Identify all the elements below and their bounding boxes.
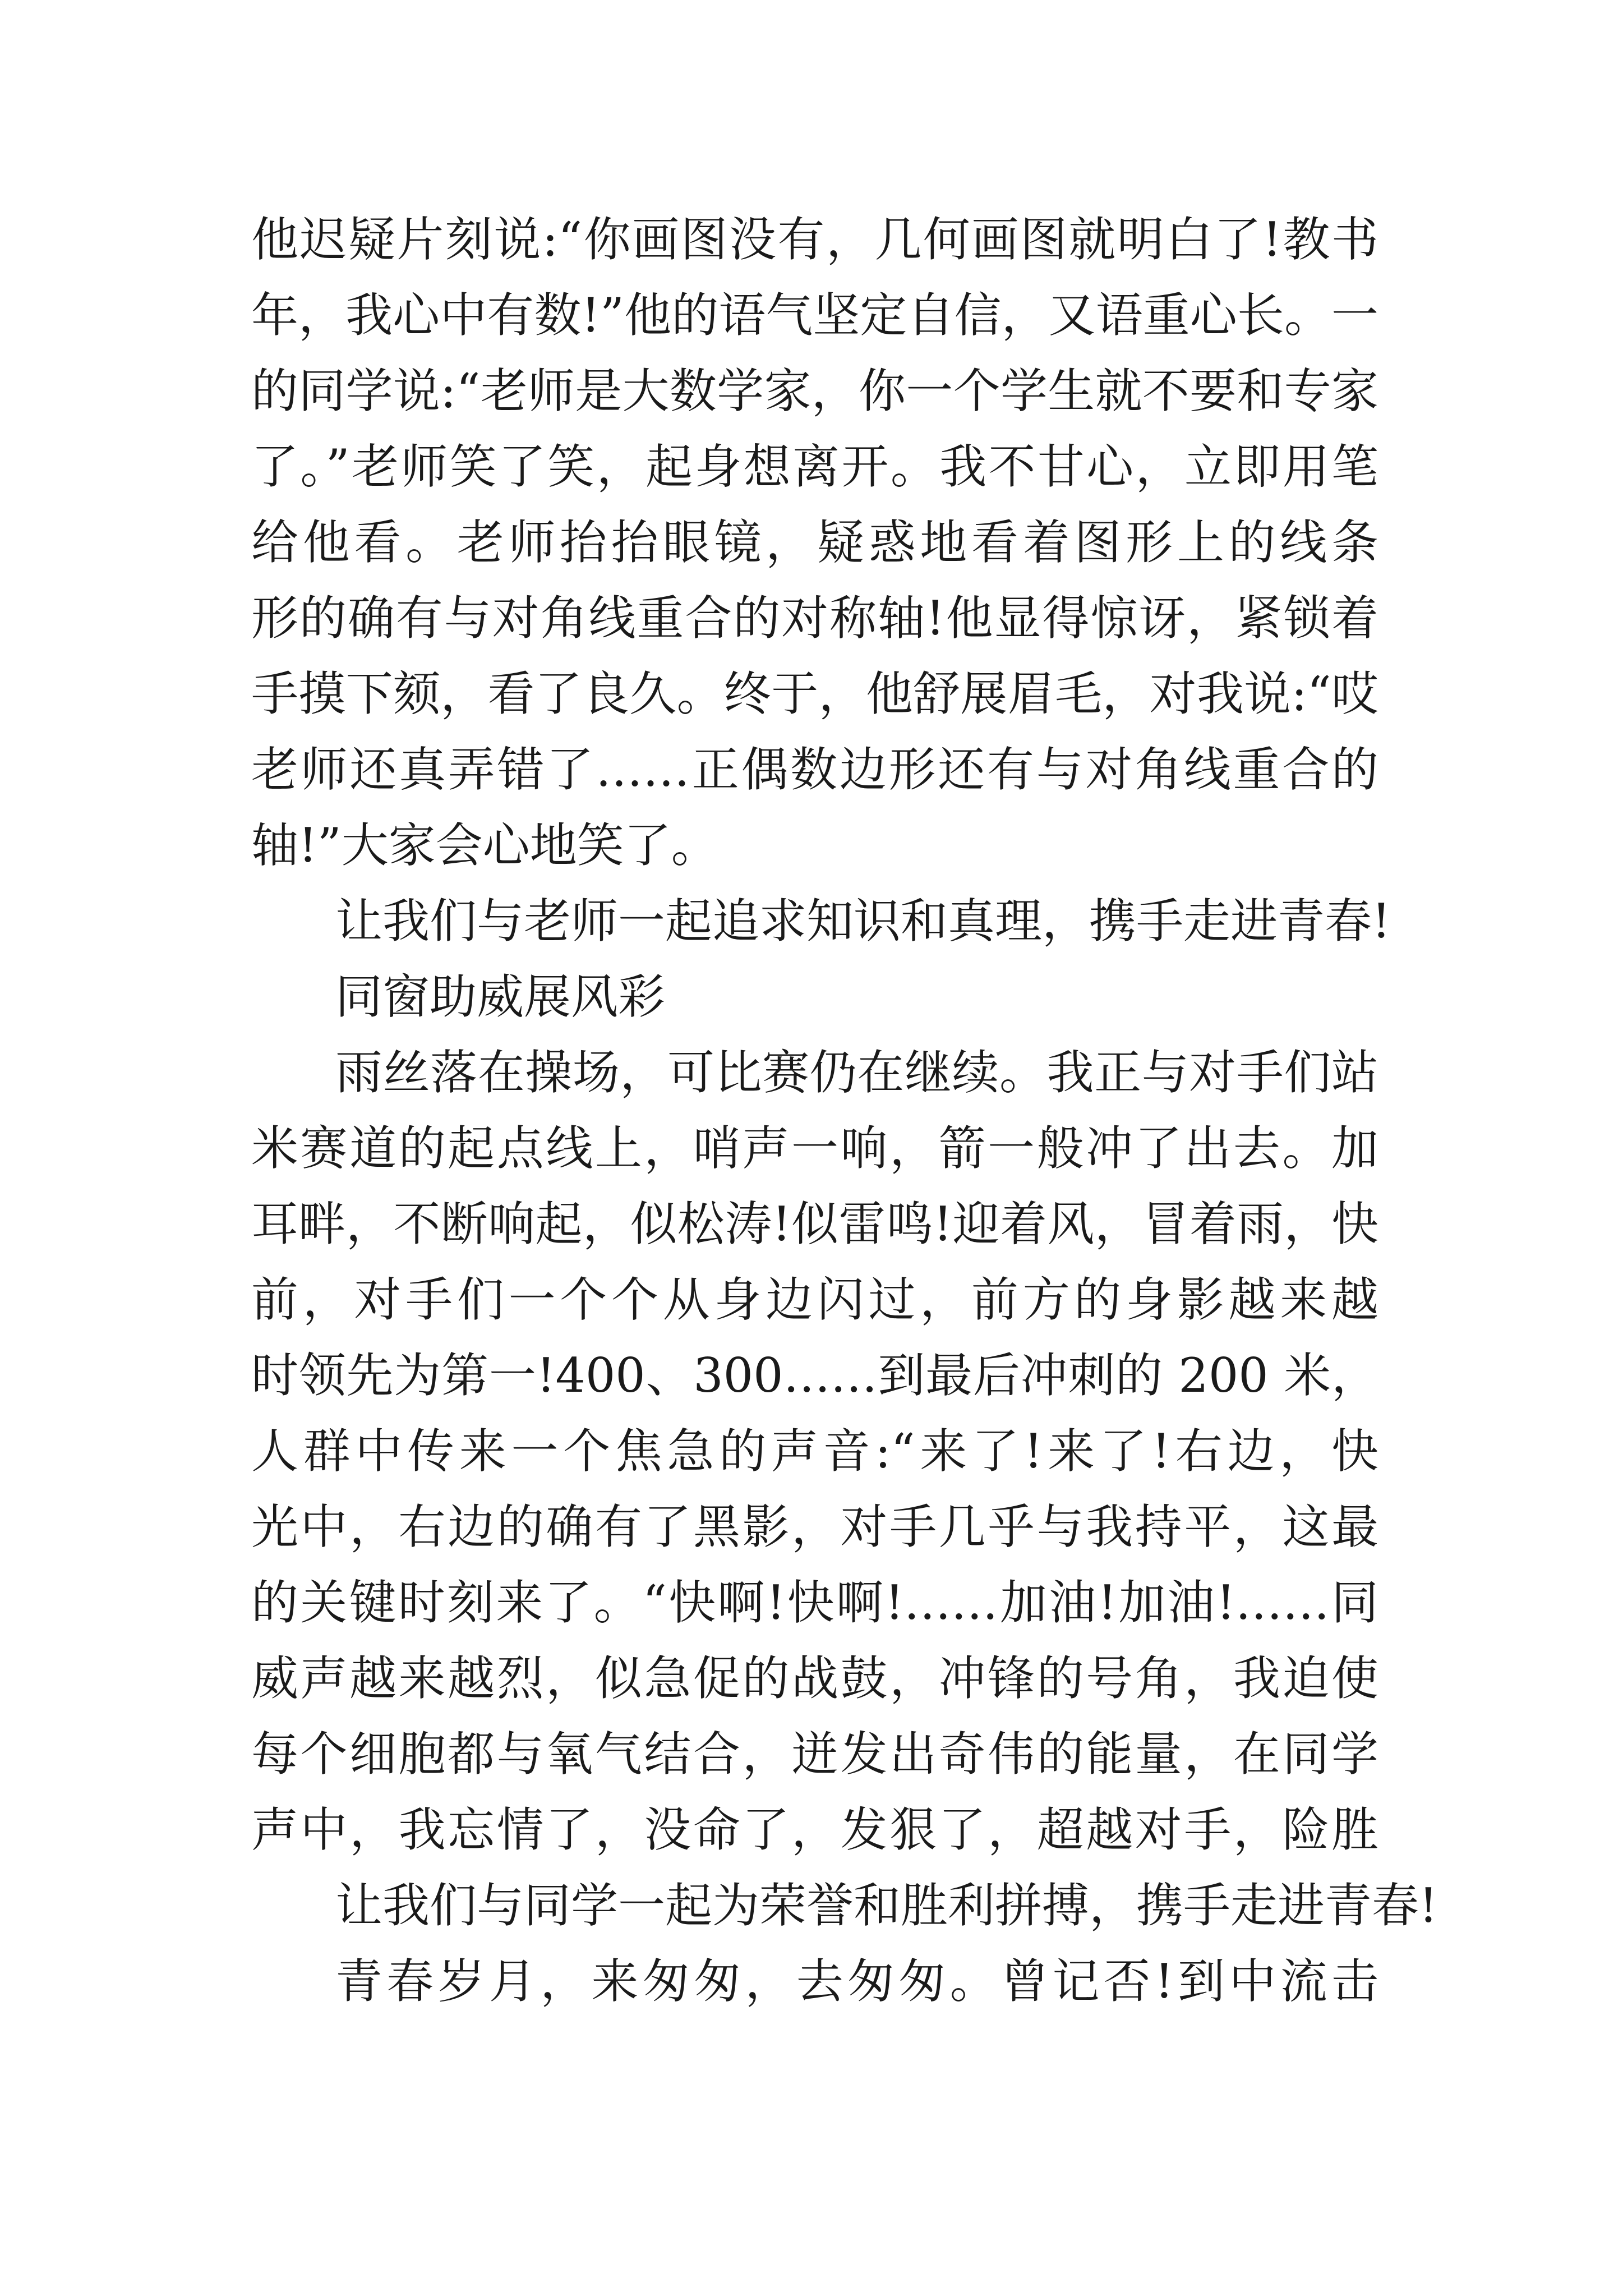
text-line: 轴!”大家会心地笑了。	[251, 818, 718, 873]
text-line: 时领先为第一!400、300……到最后冲刺的 200 米，	[251, 1348, 1378, 1403]
section-heading: 同窗助威展风彩	[335, 969, 666, 1024]
body-text	[251, 202, 1438, 2019]
text-line: 耳畔，不断响起，似松涛!似雷鸣!迎着风，冒着雨，快	[251, 1197, 1378, 1251]
paragraph-start: 让我们与同学一起为荣誉和胜利拼搏，携手走进青春!	[335, 1878, 1438, 1933]
text-line: 老师还真弄错了……正偶数边形还有与对角线重合的	[251, 742, 1378, 797]
paragraph-start: 让我们与老师一起追求知识和真理，携手走进青春!	[335, 894, 1391, 949]
text-line: 前，对手们一个个从身边闪过，前方的身影越来越	[251, 1272, 1378, 1327]
text-line: 手摸下颏，看了良久。终于，他舒展眉毛，对我说:“哎	[251, 666, 1378, 721]
text-line: 人群中传来一个焦急的声音:“来了!来了!右边，快	[251, 1424, 1378, 1479]
text-line: 每个细胞都与氧气结合，迸发出奇伟的能量，在同学	[251, 1727, 1378, 1782]
text-line: 形的确有与对角线重合的对称轴!他显得惊讶，紧锁着	[251, 591, 1378, 646]
text-line: 他迟疑片刻说:“你画图没有，几何画图就明白了!教书	[251, 212, 1378, 267]
paragraph-start: 青春岁月，来匆匆，去匆匆。曾记否!到中流击	[335, 1954, 1378, 2009]
paragraph-start: 雨丝落在操场，可比赛仍在继续。我正与对手们站	[335, 1045, 1378, 1100]
text-line: 米赛道的起点线上，哨声一响，箭一般冲了出去。加	[251, 1121, 1378, 1176]
text-line: 了。”老师笑了笑，起身想离开。我不甘心，立即用笔	[251, 439, 1378, 494]
text-line: 年，我心中有数!”他的语气坚定自信，又语重心长。一	[251, 288, 1378, 343]
text-line: 光中，右边的确有了黑影，对手几乎与我持平，这最	[251, 1499, 1378, 1554]
text-line: 威声越来越烈，似急促的战鼓，冲锋的号角，我迫使	[251, 1651, 1378, 1706]
text-line: 声中，我忘情了，没命了，发狠了，超越对手，险胜	[251, 1802, 1378, 1857]
text-line: 的同学说:“老师是大数学家，你一个学生就不要和专家	[251, 364, 1378, 418]
text-line: 的关键时刻来了。“快啊!快啊!……加油!加油!……同	[251, 1575, 1378, 1630]
text-line: 给他看。老师抬抬眼镜，疑惑地看着图形上的线条	[251, 515, 1378, 570]
